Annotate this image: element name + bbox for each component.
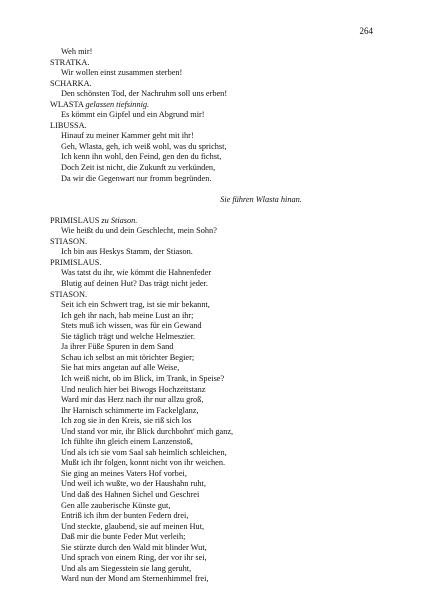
speaker-name: STRATKA. — [50, 57, 90, 67]
verse-line: Ward mir das Herz nach ihr nur allzu groß, — [61, 395, 204, 405]
verse-line: Ja ihrer Füße Spuren in dem Sand — [61, 342, 174, 352]
verse-line: Und stand vor mir, ihr Blick durchbohrt' mich ganz, — [61, 426, 234, 436]
page-number: 264 — [359, 26, 373, 36]
verse-line: Da wir die Gegenwart nur fromm begründen. — [61, 173, 212, 183]
verse-line: Wir wollen einst zusammen sterben! — [61, 68, 183, 78]
verse-line: Und als am Siegesstein sie lang geruht, — [61, 563, 192, 573]
speaker-name: WLASTA — [50, 99, 84, 109]
speaker-direction: gelassen tiefsinnig. — [85, 99, 150, 109]
speaker-name: STIASON. — [50, 289, 88, 299]
verse-line: Schau ich selbst an mit törichter Begier; — [61, 352, 195, 362]
speaker-name: PRIMISLAUS. — [50, 257, 102, 267]
verse-line: Ich fühlte ihn gleich einem Lanzenstoß, — [61, 437, 193, 447]
verse-line: Und weil ich wußte, wo der Haushahn ruht, — [61, 479, 206, 489]
verse-line: Weh mir! — [61, 47, 93, 56]
verse-line: Sie hat mirs angetan auf alle Weise, — [61, 363, 180, 373]
verse-line: Sie stürzte durch den Wald mit blinder Wut, — [61, 542, 207, 552]
verse-line: Und sprach von einem Ring, der vor ihr sei, — [61, 553, 207, 563]
verse-line: Ich geh ihr nach, hab meine Lust an ihr; — [61, 310, 194, 320]
verse-line: Doch Zeit ist nicht, die Zukunft zu verkünden, — [61, 163, 216, 173]
verse-line: Sie täglich trägt und welche Helmeszier. — [61, 331, 196, 341]
verse-line: Entriß ich ihm der bunten Federn drei, — [61, 511, 189, 521]
verse-line: Mußt ich ihr folgen, konnt nicht von ihr weichen. — [61, 458, 226, 468]
verse-line: Daß mir die bunte Feder Mut verleih; — [61, 532, 186, 542]
speaker-direction: zu Stiason. — [101, 215, 138, 225]
speaker-name: LIBUSSA. — [50, 120, 87, 130]
verse-line: Blutig auf deinen Hut? Das trägt nicht jeder. — [61, 279, 208, 289]
speaker-with-direction — [50, 216, 380, 227]
verse-line: Seit ich ein Schwert trag, ist sie mir bekannt, — [61, 300, 210, 310]
verse-line: Und daß des Hahnen Sichel und Geschrei — [61, 489, 200, 499]
verse-line: Ward nun der Mond am Sternenhimmel frei, — [61, 574, 209, 584]
speaker-with-direction — [50, 100, 380, 111]
verse-line: Den schönsten Tod, der Nachruhm soll uns erben! — [61, 89, 228, 99]
verse-line: Und neulich hier bei Biwogs Hochzeitstanz — [61, 384, 206, 394]
blank-line — [50, 205, 380, 216]
verse-line: Sie ging an meines Vaters Hof vorbei, — [61, 468, 187, 478]
verse-line: Ihr Harnisch schimmerte im Fackelglanz, — [61, 405, 199, 415]
verse-line: Ich bin aus Heskys Stamm, der Stiason. — [61, 247, 193, 257]
speaker-name: STIASON. — [50, 236, 88, 246]
verse-line: Ich zog sie in den Kreis, sie riß sich los — [61, 416, 192, 426]
verse-line: Was tatst du ihr, wie kömmt die Hahnenfeder — [61, 268, 212, 278]
verse-line: Hinauf zu meiner Kammer geht mit ihr! — [61, 131, 194, 141]
verse-line: Ich weiß nicht, ob im Blick, im Trank, in Speise? — [61, 373, 225, 383]
stage-direction: Sie führen Wlasta hinan. — [220, 194, 302, 204]
blank-line — [50, 184, 380, 195]
verse-line: Gen alle zauberische Künste gut, — [61, 500, 171, 510]
speaker-name: SCHARKA. — [50, 78, 92, 88]
verse-line: Stets muß ich wissen, was für ein Gewand — [61, 321, 202, 331]
verse-line: Und steckte, glaubend, sie auf meinen Hut, — [61, 521, 205, 531]
verse-line: Ich kenn ihn wohl, den Feind, gen den du fichst, — [61, 152, 222, 162]
verse-line: Wie heißt du und dein Geschlecht, mein Sohn? — [61, 226, 217, 236]
verse-line: Und als ich sie vom Saal sah heimlich schleichen, — [61, 447, 227, 457]
verse-line: Geh, Wlasta, geh, ich weiß wohl, was du sprichst, — [61, 141, 227, 151]
verse-line: Es kömmt ein Gipfel und ein Abgrund mir! — [61, 110, 205, 120]
speaker-name: PRIMISLAUS — [50, 215, 100, 225]
drama-text — [50, 47, 380, 585]
